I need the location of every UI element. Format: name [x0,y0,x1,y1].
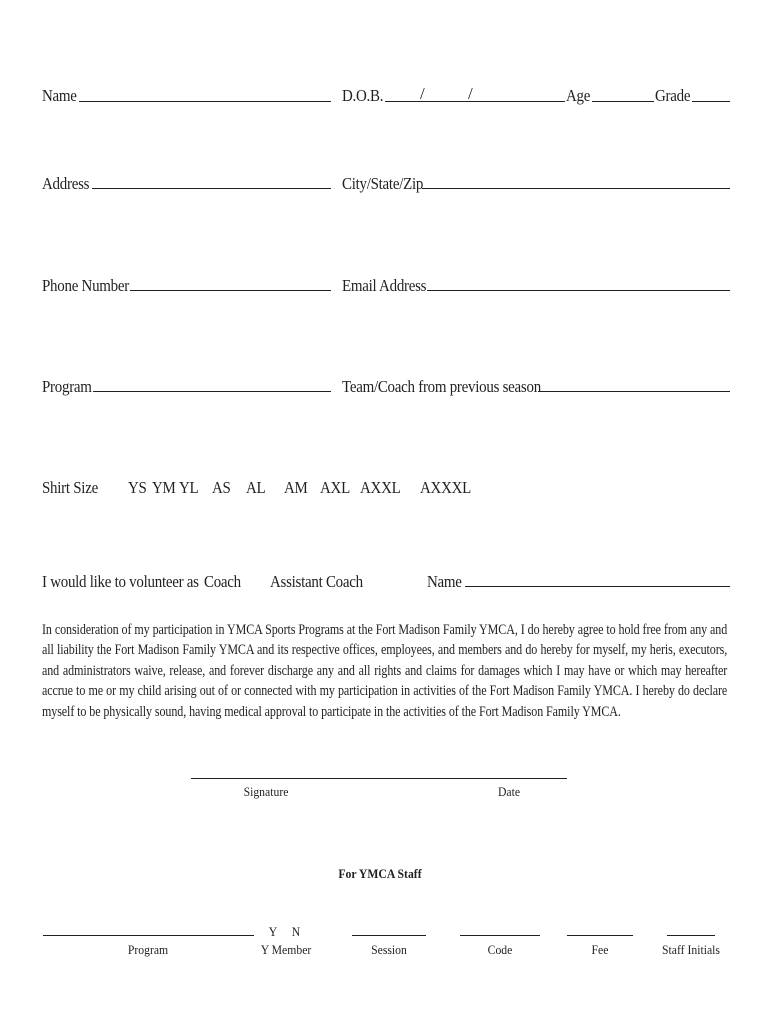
staff-session-label: Session [371,942,407,957]
age-label: Age [566,86,591,105]
volunteer-name-label: Name [427,572,462,591]
member-no[interactable]: N [291,924,301,939]
staff-member-label: Y Member [260,942,312,957]
dob-separator: / [468,84,473,103]
city-state-zip-label: City/State/Zip [342,174,424,193]
city-state-zip-field[interactable] [422,188,730,189]
grade-label: Grade [655,86,691,105]
shirt-option-axxl[interactable]: AXXL [360,478,401,497]
shirt-option-ys[interactable]: YS [128,478,147,497]
staff-heading: For YMCA Staff [338,866,422,881]
shirt-option-axxxl[interactable]: AXXXL [420,478,472,497]
shirt-option-yl[interactable]: YL [179,478,199,497]
name-field[interactable] [79,101,331,102]
staff-fee-field[interactable] [567,935,633,936]
staff-fee-label: Fee [591,942,609,957]
shirt-option-al[interactable]: AL [246,478,266,497]
address-label: Address [42,174,90,193]
staff-code-field[interactable] [460,935,540,936]
waiver-paragraph: In consideration of my participation in YMCA Sports Programs at the Fort Madison Family YMCA, I do hereby agree to hold free from any and all liability the Fort Madison Family YMCA and its respective offices, employees, and members and do hereby for myself, my heris, executors, and administrators waive, release, and forever discharge any and all rights and claims for damages which I may have or which may hereafter accrue to me or my child arising out of or connected with my participation in activities of the Fort Madison Family YMCA. I hereby do declare myself to be physically sound, having medical approval to participate in the activities of the Fort Madison Family YMCA. [42,622,728,720]
staff-initials-field[interactable] [667,935,715,936]
date-label: Date [497,784,521,799]
volunteer-label: I would like to volunteer as [42,572,199,591]
staff-code-label: Code [487,942,513,957]
email-field[interactable] [427,290,730,291]
phone-label: Phone Number [42,276,129,295]
staff-initials-label: Staff Initials [662,942,720,957]
shirt-option-as[interactable]: AS [212,478,231,497]
shirt-option-am[interactable]: AM [284,478,308,497]
staff-program-field[interactable] [43,935,254,936]
shirt-option-axl[interactable]: AXL [320,478,350,497]
volunteer-assistant-coach-option[interactable]: Assistant Coach [270,572,363,591]
team-coach-label: Team/Coach from previous season [342,377,541,396]
program-field[interactable] [93,391,331,392]
shirt-size-label: Shirt Size [42,478,98,497]
signature-label: Signature [243,784,289,799]
staff-session-field[interactable] [352,935,426,936]
phone-field[interactable] [130,290,331,291]
member-yes[interactable]: Y [268,924,278,939]
team-coach-field[interactable] [538,391,730,392]
dob-separator: / [420,84,425,103]
volunteer-coach-option[interactable]: Coach [204,572,241,591]
volunteer-name-field[interactable] [465,586,730,587]
address-field[interactable] [92,188,331,189]
age-field[interactable] [592,101,654,102]
grade-field[interactable] [692,101,730,102]
name-label: Name [42,86,77,105]
dob-field[interactable] [385,101,565,102]
signature-date-line[interactable] [191,778,567,779]
staff-program-label: Program [127,942,169,957]
dob-label: D.O.B. [342,86,384,105]
program-label: Program [42,377,92,396]
email-label: Email Address [342,276,427,295]
shirt-option-ym[interactable]: YM [152,478,176,497]
